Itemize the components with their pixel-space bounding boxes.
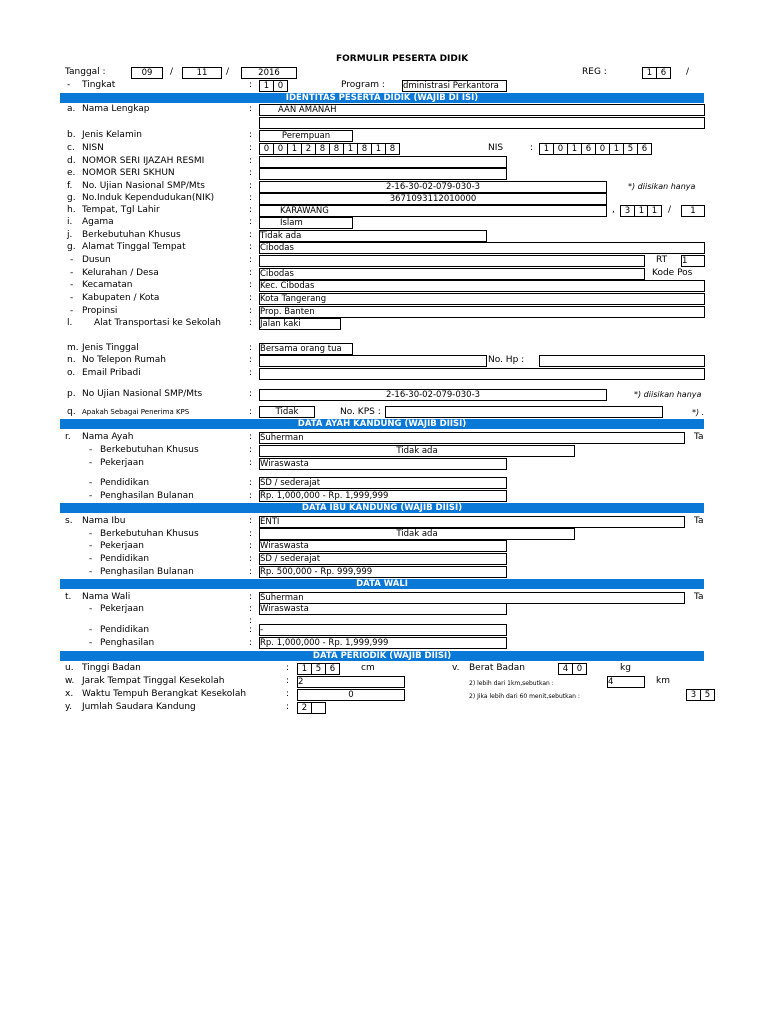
ayah-ta: Ta <box>694 432 704 442</box>
reg-label: REG : <box>582 67 607 77</box>
nisn-digit: 8 <box>330 144 344 154</box>
colon: : <box>249 478 253 488</box>
km-unit: km <box>656 676 670 686</box>
row-letter: l. <box>67 318 73 328</box>
skhun-field[interactable] <box>259 168 507 180</box>
kps-field[interactable]: Tidak <box>259 406 315 418</box>
kps-label: Apakah Sebagai Penerima KPS <box>82 408 190 416</box>
ibu-kerja-field[interactable]: Wiraswasta <box>259 540 507 552</box>
row-letter: y. <box>65 702 72 712</box>
cm-unit: cm <box>361 663 375 673</box>
colon: : <box>249 217 253 227</box>
date-slash: / <box>226 67 230 77</box>
row-dash: - <box>89 604 93 614</box>
colon: : <box>249 343 253 353</box>
waktu-label: Waktu Tempuh Berangkat Kesekolah <box>82 689 247 699</box>
ijazah-label: NOMOR SERI IJAZAH RESMI <box>82 156 205 166</box>
nisn-digit: 0 <box>260 144 274 154</box>
nis-digit: 0 <box>554 144 568 154</box>
row-letter: e. <box>67 168 76 178</box>
row-dash: - <box>89 638 93 648</box>
colon: : <box>249 516 253 526</box>
colon: : <box>530 143 534 153</box>
colon: : <box>249 181 253 191</box>
hp-label: No. Hp : <box>488 355 525 365</box>
un-field[interactable]: 2-16-30-02-079-030-3 <box>259 181 607 193</box>
row-letter: s. <box>65 516 73 526</box>
row-letter: q. <box>67 407 76 417</box>
waktu-digits[interactable] <box>686 689 715 701</box>
saudara-digits[interactable] <box>297 702 326 714</box>
bk-label: Berkebutuhan Khusus <box>82 230 181 240</box>
un2-label: No Ujian Nasional SMP/Mts <box>82 389 203 399</box>
row-letter: a. <box>67 104 76 114</box>
nisn-digit: 1 <box>288 144 302 154</box>
ijazah-field[interactable] <box>259 156 507 168</box>
nisn-digit: 8 <box>389 144 396 154</box>
tingkat-digit: 0 <box>277 81 284 91</box>
wali-hasil-label: Penghasilan <box>100 638 155 648</box>
colon: : <box>249 407 253 417</box>
email-field[interactable] <box>259 368 705 380</box>
berat-digit: 4 <box>559 664 573 674</box>
jarak-label: Jarak Tempat Tinggal Kesekolah <box>82 676 225 686</box>
wali-hasil-field[interactable]: Rp. 1,000,000 - Rp. 1,999,999 <box>259 637 507 649</box>
hp-field[interactable] <box>539 355 705 367</box>
row-dash: - <box>70 280 74 290</box>
tgl-digit: 1 <box>638 206 645 216</box>
row-dash: - <box>89 567 93 577</box>
row-letter: x. <box>65 689 74 699</box>
kel-field[interactable]: Cibodas <box>259 268 645 280</box>
nis-digit: 5 <box>624 144 638 154</box>
dusun-field[interactable] <box>259 255 645 267</box>
rt-label: RT <box>656 255 668 265</box>
date-slash: / <box>668 205 672 215</box>
nama-field[interactable]: AAN AMANAH <box>259 104 705 116</box>
row-dash: - <box>89 478 93 488</box>
waktu-field[interactable]: 0 <box>297 689 405 701</box>
ibu-bk-field[interactable]: Tidak ada <box>259 528 575 540</box>
ayah-kerja-field[interactable]: Wiraswasta <box>259 458 507 470</box>
prop-label: Propinsi <box>82 306 118 316</box>
nis-digit: 1 <box>610 144 624 154</box>
form-title: FORMULIR PESERTA DIDIK <box>336 54 469 64</box>
jarak-field[interactable]: 2 <box>297 676 405 688</box>
jarak-note: 2) lebih dari 1km,sebutkan : <box>469 680 554 687</box>
tinggi-digit: 1 <box>298 664 312 674</box>
alamat-field[interactable]: Cibodas <box>259 242 705 254</box>
nis-digit: 1 <box>540 144 554 154</box>
jt-label: Jenis Tinggal <box>82 343 139 353</box>
colon: : <box>249 638 253 648</box>
colon: : <box>249 268 253 278</box>
nama-field-2[interactable] <box>259 117 705 129</box>
comma: , <box>612 205 615 215</box>
reg-digits[interactable] <box>642 67 671 79</box>
nisn-digit: 1 <box>344 144 358 154</box>
saudara-digit-empty <box>312 703 325 713</box>
ayah-hasil-label: Penghasilan Bulanan <box>100 491 194 501</box>
alamat-label: Alamat Tinggal Tempat <box>82 242 186 252</box>
dusun-label: Dusun <box>82 255 111 265</box>
ayah-bk-label: Berkebutuhan Khusus <box>100 445 199 455</box>
tingkat-label: Tingkat <box>82 80 116 90</box>
kec-field[interactable]: Kec. Cibodas <box>259 280 705 292</box>
colon: : <box>286 702 290 712</box>
colon: : <box>286 689 290 699</box>
colon: : <box>249 616 253 626</box>
row-letter: r. <box>65 432 71 442</box>
row-dash: - <box>70 293 74 303</box>
wali-ta: Ta <box>694 592 704 602</box>
colon: : <box>249 193 253 203</box>
nis-digit: 0 <box>596 144 610 154</box>
ibu-didik-label: Pendidikan <box>100 554 150 564</box>
waktu-note: 2) Jika lebih dari 60 menit,sebutkan : <box>469 693 580 700</box>
tinggi-digit: 5 <box>312 664 326 674</box>
jarak-km-field[interactable]: 4 <box>607 676 645 688</box>
bln-digit: 1 <box>651 206 658 216</box>
band-periodik: DATA PERIODIK (WAJIB DIISI) <box>60 651 704 661</box>
agama-label: Agama <box>82 217 114 227</box>
row-dash: - <box>89 554 93 564</box>
nisn-digit: 1 <box>372 144 386 154</box>
tingkat-dash: - <box>67 80 71 90</box>
tanggal-month-field[interactable]: 11 <box>182 67 222 79</box>
nik-label: No.Induk Kependudukan(NIK) <box>82 193 215 203</box>
row-letter: m. <box>67 343 79 353</box>
row-letter: v. <box>452 663 460 673</box>
colon: : <box>249 318 253 328</box>
kodepos-label: Kode Pos <box>652 268 693 278</box>
colon: : <box>249 491 253 501</box>
colon: : <box>249 458 253 468</box>
kec-label: Kecamatan <box>82 280 133 290</box>
band-wali: DATA WALI <box>60 579 704 589</box>
un2-note: *) diisikan hanya <box>634 390 702 399</box>
colon: : <box>249 541 253 551</box>
colon: : <box>249 592 253 602</box>
row-letter: w. <box>65 676 75 686</box>
saudara-digit: 2 <box>298 703 312 713</box>
colon: : <box>249 389 253 399</box>
berat-digit: 0 <box>576 664 583 674</box>
berat-label: Berat Badan <box>469 663 525 673</box>
colon: : <box>249 104 253 114</box>
telp-label: No Telepon Rumah <box>82 355 166 365</box>
wali-didik-field[interactable]: - <box>259 624 507 636</box>
program-label: Program : <box>341 80 385 90</box>
wali-kerja-label: Pekerjaan <box>100 604 145 614</box>
colon: : <box>249 143 253 153</box>
tinggi-digits[interactable] <box>297 663 340 675</box>
ayah-kerja-label: Pekerjaan <box>100 458 145 468</box>
nis-label: NIS <box>488 143 504 153</box>
tanggal-year-field[interactable]: 2016 <box>241 67 297 79</box>
colon: : <box>249 554 253 564</box>
nis-digit: 6 <box>582 144 596 154</box>
kab-label: Kabupaten / Kota <box>82 293 160 303</box>
tinggi-digit: 6 <box>329 664 336 674</box>
ibu-ta: Ta <box>694 516 704 526</box>
colon: : <box>249 529 253 539</box>
row-letter: c. <box>67 143 75 153</box>
jk-field[interactable]: Perempuan <box>259 130 353 142</box>
nis-digits[interactable] <box>539 143 652 155</box>
ayah-didik-field[interactable]: SD / sederajat <box>259 477 507 489</box>
colon: : <box>249 306 253 316</box>
wali-nama-label: Nama Wali <box>82 592 131 602</box>
kel-label: Kelurahan / Desa <box>82 268 159 278</box>
colon: : <box>249 368 253 378</box>
bln-lahir-digits[interactable] <box>647 205 662 217</box>
nis-digit: 1 <box>568 144 582 154</box>
program-field[interactable]: dministrasi Perkantora <box>402 80 507 92</box>
row-letter: g. <box>67 242 76 252</box>
colon: : <box>249 230 253 240</box>
saudara-label: Jumlah Saudara Kandung <box>82 702 196 712</box>
nokps-label: No. KPS : <box>340 407 381 417</box>
date-slash: / <box>170 67 174 77</box>
colon: : <box>249 567 253 577</box>
nisn-digit: 8 <box>316 144 330 154</box>
nisn-digit: 8 <box>358 144 372 154</box>
kab-field[interactable]: Kota Tangerang <box>259 293 705 305</box>
nisn-digit: 0 <box>274 144 288 154</box>
colon: : <box>249 293 253 303</box>
thn-lahir-field[interactable]: 1 <box>681 205 705 217</box>
skhun-label: NOMOR SERI SKHUN <box>82 168 175 178</box>
telp-field[interactable] <box>259 355 487 367</box>
wali-nama-field[interactable]: Suherman <box>259 592 685 604</box>
band-identitas: IDENTITAS PESERTA DIDIK (WAJIB DI ISI) <box>60 93 704 103</box>
bk-field[interactable]: Tidak ada <box>259 230 487 242</box>
row-letter: h. <box>67 205 76 215</box>
nama-label: Nama Lengkap <box>82 104 150 114</box>
ibu-nama-label: Nama Ibu <box>82 516 126 526</box>
tanggal-label: Tanggal : <box>65 67 106 77</box>
nisn-label: NISN <box>82 143 104 153</box>
nokps-field[interactable] <box>385 406 663 418</box>
ibu-hasil-field[interactable]: Rp. 500,000 - Rp. 999,999 <box>259 566 507 578</box>
reg-slash: / <box>686 67 690 77</box>
tinggi-label: Tinggi Badan <box>82 663 141 673</box>
kps-note: *) . <box>692 408 705 417</box>
tempat-lahir-field[interactable]: KARAWANG <box>259 205 607 217</box>
ibu-bk-label: Berkebutuhan Khusus <box>100 529 199 539</box>
ayah-nama-label: Nama Ayah <box>82 432 134 442</box>
reg-digit: 6 <box>660 68 667 78</box>
ibu-nama-field[interactable]: ENTI <box>259 516 685 528</box>
colon: : <box>249 255 253 265</box>
colon: : <box>249 625 253 635</box>
row-letter: u. <box>65 663 74 673</box>
ayah-bk-field[interactable]: Tidak ada <box>259 445 575 457</box>
row-dash: - <box>89 541 93 551</box>
colon: : <box>249 205 253 215</box>
kg-unit: kg <box>620 663 631 673</box>
ayah-hasil-field[interactable]: Rp. 1,000,000 - Rp. 1,999,999 <box>259 490 507 502</box>
row-dash: - <box>89 491 93 501</box>
row-dash: - <box>89 625 93 635</box>
un-note: *) diisikan hanya <box>628 182 696 191</box>
colon: : <box>249 130 253 140</box>
tanggal-day-field[interactable]: 09 <box>131 67 163 79</box>
colon: : <box>249 604 253 614</box>
ttl-label: Tempat, Tgl Lahir <box>82 205 160 215</box>
colon: : <box>249 156 253 166</box>
waktu-digit: 5 <box>704 690 711 700</box>
tgl-lahir-digits[interactable] <box>620 205 649 217</box>
ibu-hasil-label: Penghasilan Bulanan <box>100 567 194 577</box>
nisn-digits[interactable] <box>259 143 400 155</box>
nis-digit: 6 <box>641 144 648 154</box>
berat-digits[interactable] <box>558 663 587 675</box>
row-dash: - <box>89 445 93 455</box>
row-dash: - <box>89 529 93 539</box>
row-letter: i. <box>67 217 73 227</box>
reg-digit: 1 <box>643 68 657 78</box>
colon: : <box>249 432 253 442</box>
row-dash: - <box>70 306 74 316</box>
ayah-nama-field[interactable]: Suherman <box>259 432 685 444</box>
row-letter: n. <box>67 355 76 365</box>
email-label: Email Pribadi <box>82 368 141 378</box>
nisn-digit: 2 <box>302 144 316 154</box>
colon: : <box>249 445 253 455</box>
tingkat-digits[interactable] <box>259 80 288 92</box>
colon: : <box>286 676 290 686</box>
wali-kerja-field[interactable]: Wiraswasta <box>259 603 507 615</box>
row-letter: b. <box>67 130 76 140</box>
ibu-kerja-label: Pekerjaan <box>100 541 145 551</box>
rt-field[interactable]: 1 <box>681 255 705 267</box>
trans-field[interactable]: Jalan kaki <box>259 318 341 330</box>
prop-field[interactable]: Prop. Banten <box>259 306 705 318</box>
colon: : <box>249 242 253 252</box>
row-letter: p. <box>67 389 76 399</box>
band-ibu: DATA IBU KANDUNG (WAJIB DIISI) <box>60 503 704 513</box>
row-letter: o. <box>67 368 76 378</box>
row-letter: f. <box>67 181 73 191</box>
jt-field[interactable]: Bersama orang tua <box>259 343 353 355</box>
band-ayah: DATA AYAH KANDUNG (WAJIB DIISI) <box>60 419 704 429</box>
waktu-digit: 3 <box>687 690 701 700</box>
row-letter: t. <box>65 592 72 602</box>
colon: : <box>286 663 290 673</box>
un-label: No. Ujian Nasional SMP/Mts <box>82 181 205 191</box>
colon: : <box>249 80 253 90</box>
ibu-didik-field[interactable]: SD / sederajat <box>259 553 507 565</box>
un2-field[interactable]: 2-16-30-02-079-030-3 <box>259 389 607 401</box>
trans-label: Alat Transportasi ke Sekolah <box>94 318 222 328</box>
row-letter: j. <box>67 230 73 240</box>
agama-field[interactable]: Islam <box>259 217 353 229</box>
row-dash: - <box>70 268 74 278</box>
colon: : <box>249 355 253 365</box>
wali-didik-label: Pendidikan <box>100 625 150 635</box>
tingkat-digit: 1 <box>260 81 274 91</box>
row-dash: - <box>89 458 93 468</box>
tgl-digit: 3 <box>621 206 635 216</box>
ayah-didik-label: Pendidikan <box>100 478 150 488</box>
row-dash: - <box>70 255 74 265</box>
row-letter: g. <box>67 193 76 203</box>
row-letter: d. <box>67 156 76 166</box>
colon: : <box>249 168 253 178</box>
nik-field[interactable]: 3671093112010000 <box>259 193 607 205</box>
colon: : <box>249 280 253 290</box>
jk-label: Jenis Kelamin <box>82 130 142 140</box>
